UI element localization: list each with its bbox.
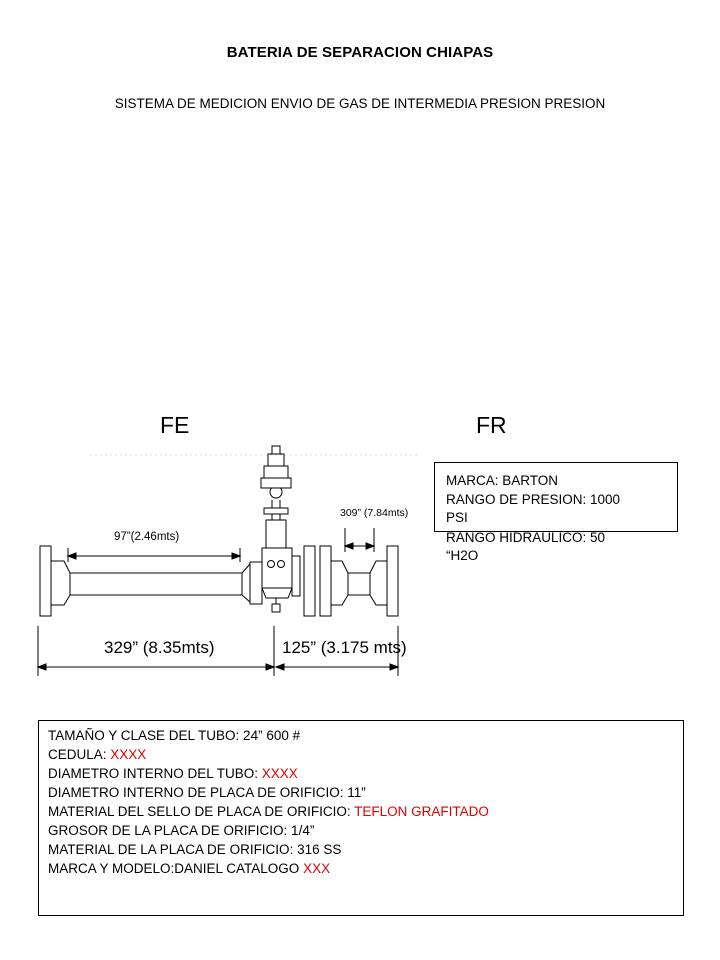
dim-97-label: 97”(2.46mts) [114,531,180,543]
dim-309-label: 309” (7.84mts) [340,507,409,519]
spec-line: TAMAÑO Y CLASE DEL TUBO: 24” 600 # [48,728,301,743]
fitting-stem [266,520,286,548]
left-reducer [51,561,70,605]
fr-label: FR [476,412,507,438]
right-pipe [348,573,370,595]
center-reducer [242,564,250,602]
spec-line: DIAMETRO INTERNO DE PLACA DE ORIFICIO: 11” [48,785,366,800]
right-reducer [331,561,348,605]
fr-line-brand: MARCA: BARTON [446,473,559,488]
spec-line: DIAMETRO INTERNO DEL TUBO: XXXX [48,766,298,781]
fr-line-pressure-range: RANGO DE PRESION: 1000 [446,492,621,507]
spec-line: CEDULA: XXXX [48,747,147,762]
fr-line-hydraulic-unit: “H2O [446,548,479,563]
page-title: BATERIA DE SEPARACION CHIAPAS [226,44,494,61]
dim-329-label: 329” (8.35mts) [104,638,215,657]
fitting-lower [262,588,292,598]
right-flange-outer [320,546,331,616]
dim-125-label: 125” (3.175 mts) [282,638,407,657]
orifice-fitting [250,562,262,604]
main-pipe [70,573,242,595]
spec-line: MARCA Y MODELO:DANIEL CATALOGO XXX [48,861,331,876]
spec-line: MATERIAL DE LA PLACA DE ORIFICIO: 316 SS [48,842,342,857]
fr-line-pressure-unit: PSI [446,510,468,525]
left-flange [40,546,51,616]
page-subtitle: SISTEMA DE MEDICION ENVIO DE GAS DE INTERMEDIA PRESION PRESION [114,96,606,111]
fr-line-hydraulic-range: RANGO HIDRAULICO: 50 [446,530,606,545]
spec-line: MATERIAL DEL SELLO DE PLACA DE ORIFICIO: TEFLON GRAFITADO [48,804,489,819]
spec-line: GROSOR DE LA PLACA DE ORIFICIO: 1/4” [48,823,315,838]
fe-label: FE [160,412,190,438]
right-flange-left [304,546,315,616]
orifice-fitting-body [262,548,292,588]
right-end-flange [387,546,398,616]
